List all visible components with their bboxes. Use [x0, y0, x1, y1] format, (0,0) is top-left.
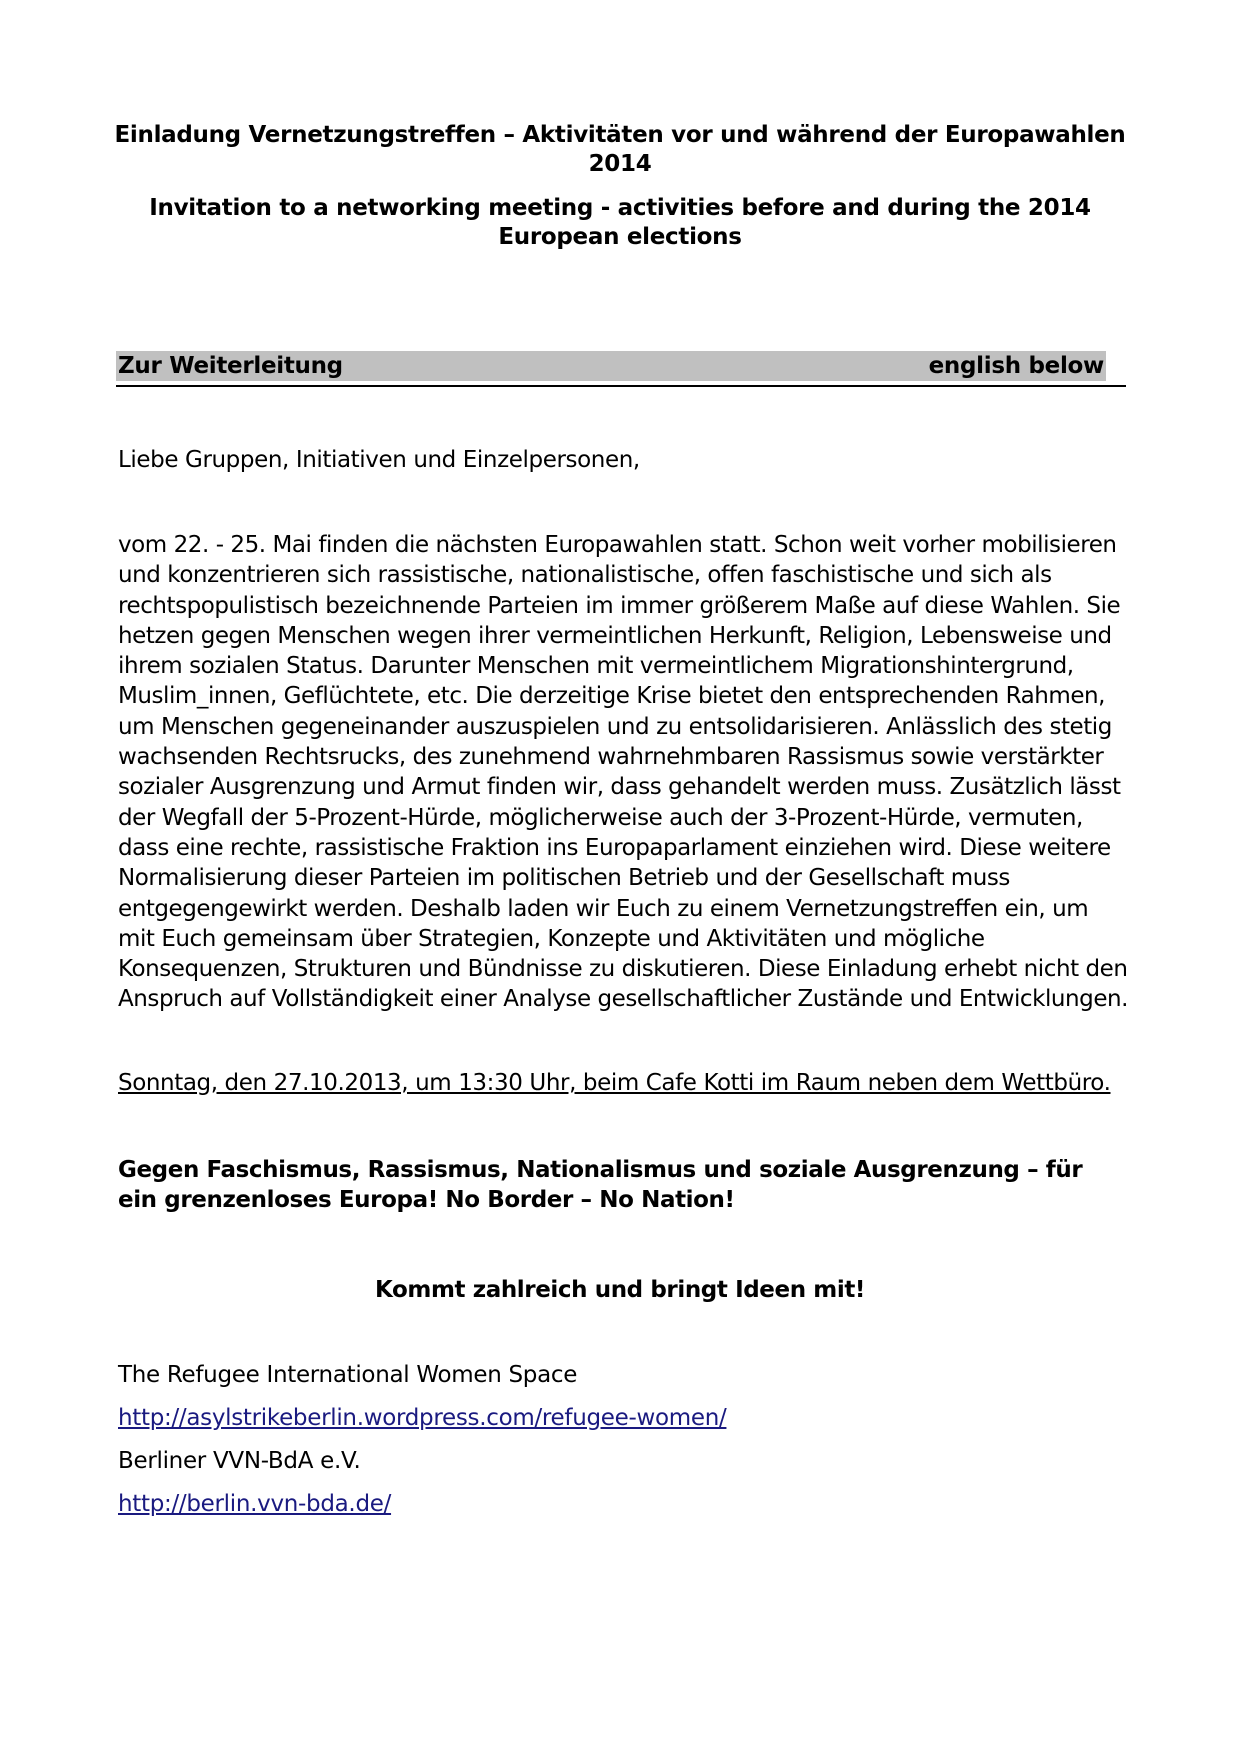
meeting-details: Sonntag, den 27.10.2013, um 13:30 Uhr, beim Cafe Kotti im Raum neben dem Wettbüro. [118, 1070, 1111, 1096]
title-german [100, 121, 1140, 179]
signature-org-link[interactable]: http://berlin.vvn-bda.de/ [118, 1491, 392, 1517]
title-english-line1: Invitation to a networking meeting - activities before and during the 2014 [149, 195, 1091, 221]
body-line: Muslim_innen, Geflüchtete, etc. Die derzeitige Krise bietet den entsprechenden Rahmen, [118, 683, 1106, 710]
body-line: wachsenden Rechtsrucks, des zunehmend wahrnehmbaren Rassismus sowie verstärkter [118, 744, 1104, 771]
body-line: entgegengewirkt werden. Deshalb laden wir Euch zu einem Vernetzungstreffen ein, um [118, 895, 1089, 922]
slogan-line: Gegen Faschismus, Rassismus, Nationalismus und soziale Ausgrenzung – für [118, 1157, 1083, 1183]
section-divider [116, 385, 1126, 387]
english-below-label: english below [928, 353, 1104, 379]
body-line: um Menschen gegeneinander auszuspielen und zu entsolidarisieren. Anlässlich des stetig [118, 713, 1112, 740]
body-line: rechtspopulistisch bezeichnende Parteien im immer größerem Maße auf diese Wahlen. Sie [118, 592, 1121, 619]
body-line: Normalisierung dieser Parteien im politischen Betrieb und der Gesellschaft muss [118, 865, 1010, 892]
title-german-line2: 2014 [588, 151, 652, 177]
slogan [118, 1155, 1138, 1215]
body-line: mit Euch gemeinsam über Strategien, Konzepte und Aktivitäten und mögliche [118, 925, 985, 952]
title-english-line2: European elections [498, 224, 742, 250]
signature-org-link[interactable]: http://asylstrikeberlin.wordpress.com/refugee-women/ [118, 1405, 727, 1431]
title-german-line1: Einladung Vernetzungstreffen – Aktivitäten vor und während der Europawahlen [114, 122, 1126, 148]
body-line: vom 22. - 25. Mai finden die nächsten Europawahlen statt. Schon weit vorher mobilisieren [118, 532, 1117, 558]
call-to-action: Kommt zahlreich und bringt Ideen mit! [374, 1277, 866, 1303]
body-line: dass eine rechte, rassistische Fraktion ins Europaparlament einziehen wird. Diese weitere [118, 834, 1111, 861]
title-english [100, 194, 1140, 252]
body-line: Anspruch auf Vollständigkeit einer Analyse gesellschaftlicher Zustände und Entwicklungen. [118, 986, 1129, 1013]
body-line: Konsequenzen, Strukturen und Bündnisse zu diskutieren. Diese Einladung erhebt nicht den [118, 956, 1128, 983]
body-paragraph [118, 530, 1138, 1015]
body-line: hetzen gegen Menschen wegen ihrer vermeintlichen Herkunft, Religion, Lebensweise und [118, 622, 1112, 649]
body-line: der Wegfall der 5-Prozent-Hürde, möglicherweise auch der 3-Prozent-Hürde, vermuten, [118, 804, 1083, 831]
forward-label: Zur Weiterleitung [118, 353, 343, 379]
greeting: Liebe Gruppen, Initiativen und Einzelpersonen, [118, 447, 640, 473]
slogan-line: ein grenzenloses Europa! No Border – No Nation! [118, 1187, 735, 1213]
signature-org-name: Berliner VVN-BdA e.V. [118, 1448, 361, 1474]
body-line: ihrem sozialen Status. Darunter Menschen mit vermeintlichem Migrationshintergrund, [118, 653, 1074, 680]
body-line: sozialer Ausgrenzung und Armut finden wir, dass gehandelt werden muss. Zusätzlich lässt [118, 774, 1121, 801]
signature-org-name: The Refugee International Women Space [118, 1362, 578, 1388]
body-line: und konzentrieren sich rassistische, nationalistische, offen faschistische und sich als [118, 562, 1052, 589]
